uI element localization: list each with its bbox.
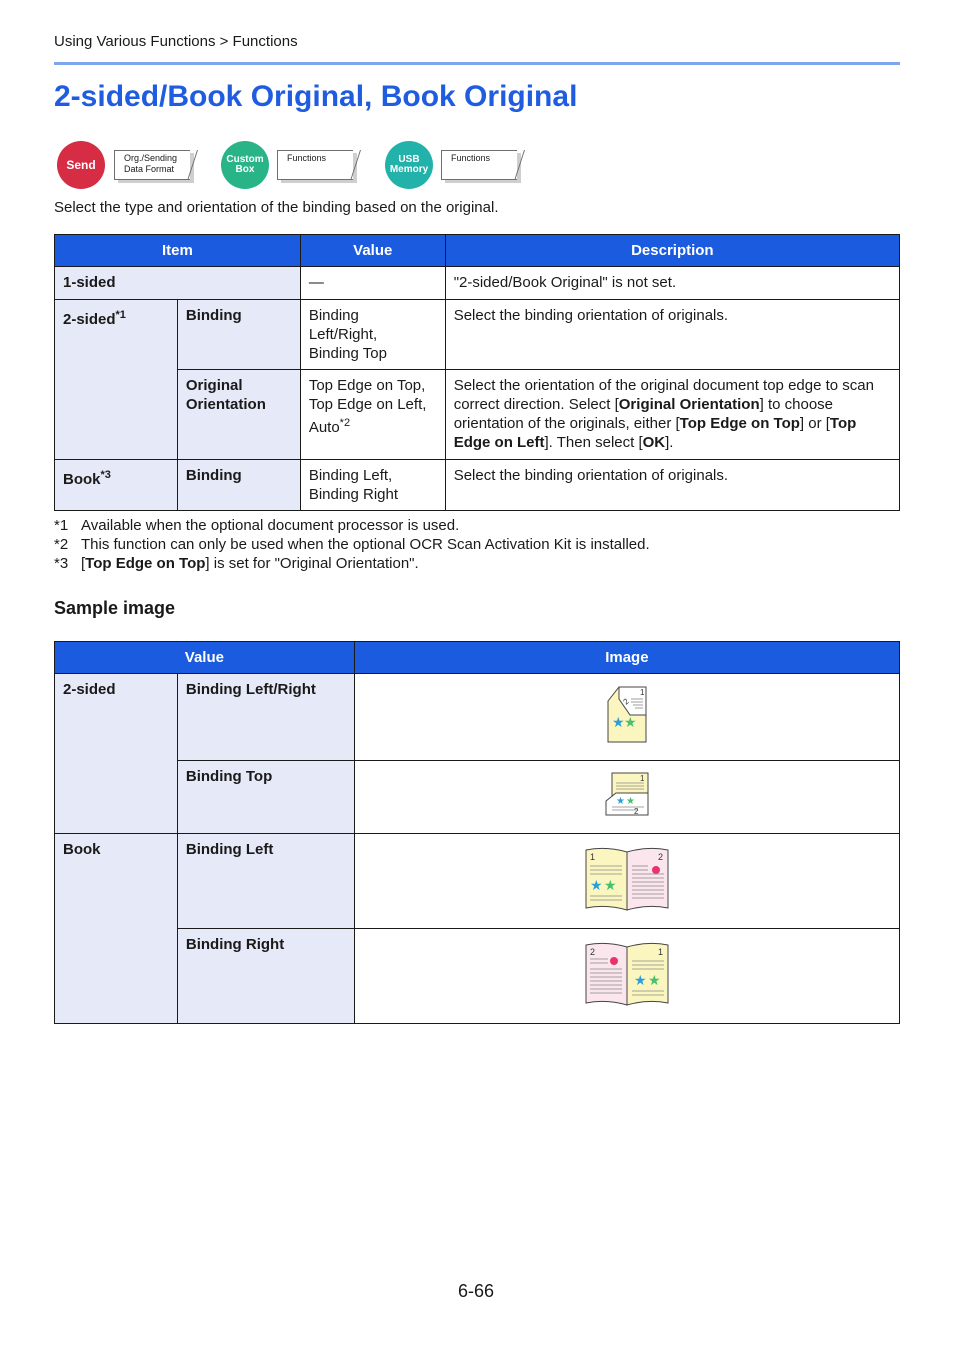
footnote-text: ] is set for "Original Orientation". [205,555,419,572]
item-book [55,460,178,511]
value-line: Binding Top [308,345,387,362]
tab-label: Functions [287,153,327,163]
sub-line: Orientation [185,396,266,413]
badge-line1: Custom [226,154,264,165]
group-2-sided: 2-sided [55,674,178,834]
desc-key: Original Orientation [618,396,760,413]
value-line: Binding [308,307,359,324]
description-cell: Select the binding orientation of originals. [445,300,899,370]
value-cell [300,370,445,460]
page-number: 6-66 [458,1281,495,1301]
breadcrumb: Using Various Functions > Functions [54,33,298,50]
svg-text:★: ★ [589,877,603,894]
book-left-sample [584,846,670,912]
intro-text: Select the type and orientation of the binding based on the original. [54,199,499,216]
svg-text:★: ★ [611,714,625,731]
item-label: 2-sided [63,311,116,328]
two-sided-top-sample [602,771,652,819]
sub-binding: Binding [177,460,300,511]
svg-text:2: 2 [621,696,631,707]
group-book: Book [55,834,178,1024]
desc-key: OK [642,434,666,451]
sub-binding-left-right: Binding Left/Right [177,674,354,761]
custom-box-mode-badge [221,141,269,189]
svg-text:1: 1 [657,946,663,957]
image-cell [354,674,899,761]
badge-line1: USB [398,154,420,165]
tab-label-line2: Data Format [124,164,175,174]
item-label: Book [63,471,101,488]
svg-text:1: 1 [639,687,645,697]
two-sided-left-right-sample [604,685,650,745]
sub-binding: Binding [177,300,300,370]
value-line: Top Edge on Left, [308,396,427,413]
sub-binding-top: Binding Top [177,761,354,834]
image-cell [354,929,899,1024]
image-cell [354,834,899,929]
send-badge-label: Send [66,158,96,172]
footnote-ref: *3 [100,469,111,481]
footnote-key: Top Edge on Top [85,555,206,572]
footnote-1 [54,516,650,535]
sample-image-heading: Sample image [54,598,176,618]
svg-text:★: ★ [615,795,625,807]
value-line: Auto [308,419,340,436]
footnote-text: This function can only be used when the optional OCR Scan Activation Kit is installed. [81,536,650,553]
tab-label-line1: Org./Sending [124,153,178,163]
sample-image-table [54,641,900,1024]
description-cell [445,370,899,460]
badge-line2: Memory [389,164,429,175]
header-description: Description [445,235,899,267]
send-mode-badge [57,141,105,189]
footnote-2 [54,535,650,554]
header-image: Image [354,642,899,674]
footnote-ref: *2 [339,417,351,429]
desc-text: ]. Then select [ [544,434,643,451]
svg-text:1: 1 [639,773,645,783]
value-cell: — [300,267,445,300]
footnotes [54,516,650,573]
svg-text:1: 1 [589,851,595,862]
tab-label: Functions [451,153,491,163]
page-title: 2-sided/Book Original, Book Original [54,80,578,113]
settings-table [54,234,900,511]
svg-text:★: ★ [623,714,637,731]
svg-text:2: 2 [589,946,595,957]
footnote-mark: *1 [54,517,69,534]
footnote-text: Available when the optional document processor is used. [81,517,460,534]
book-right-sample [584,941,670,1007]
sub-binding-right: Binding Right [177,929,354,1024]
header-rule [54,62,900,65]
value-line: Binding Right [308,486,399,503]
org-sending-data-format-tab [114,150,190,180]
desc-key: Top Edge on Left [453,415,857,451]
header-item: Item [55,235,301,267]
sub-line: Original [185,377,243,394]
item-2-sided [55,300,178,460]
sub-binding-left: Binding Left [177,834,354,929]
desc-text: ] or [ [799,415,830,432]
desc-key: Top Edge on Top [679,415,800,432]
footnote-mark: *2 [54,536,69,553]
svg-text:★: ★ [633,972,647,989]
footnote-3 [54,554,650,573]
functions-tab-custom-box [277,150,353,180]
functions-tab-usb [441,150,517,180]
value-line: Left/Right, [308,326,378,343]
desc-text: ] to choose orientation of the originals, either [ [453,396,834,432]
desc-text: ]. [665,434,674,451]
header-value: Value [55,642,355,674]
desc-text: Select the orientation of the original document top edge to scan correct direction. Select [ [453,377,874,413]
svg-text:★: ★ [625,795,635,807]
badge-line2: Box [235,164,255,175]
footnote-mark: *3 [54,555,69,572]
description-cell: "2-sided/Book Original" is not set. [445,267,899,300]
svg-text:2: 2 [657,851,663,862]
value-line: Top Edge on Top, [308,377,426,394]
footnote-ref: *1 [115,309,126,321]
svg-text:2: 2 [633,806,639,816]
image-cell [354,761,899,834]
description-cell: Select the binding orientation of originals. [445,460,899,511]
value-line: Binding Left, [308,467,393,484]
svg-text:★: ★ [603,877,617,894]
svg-text:★: ★ [647,972,661,989]
usb-memory-mode-badge [385,141,433,189]
header-value: Value [300,235,445,267]
footnote-text: [ [81,555,86,572]
sub-original-orientation [177,370,300,460]
item-1-sided: 1-sided [55,267,301,300]
value-cell [300,300,445,370]
value-cell [300,460,445,511]
